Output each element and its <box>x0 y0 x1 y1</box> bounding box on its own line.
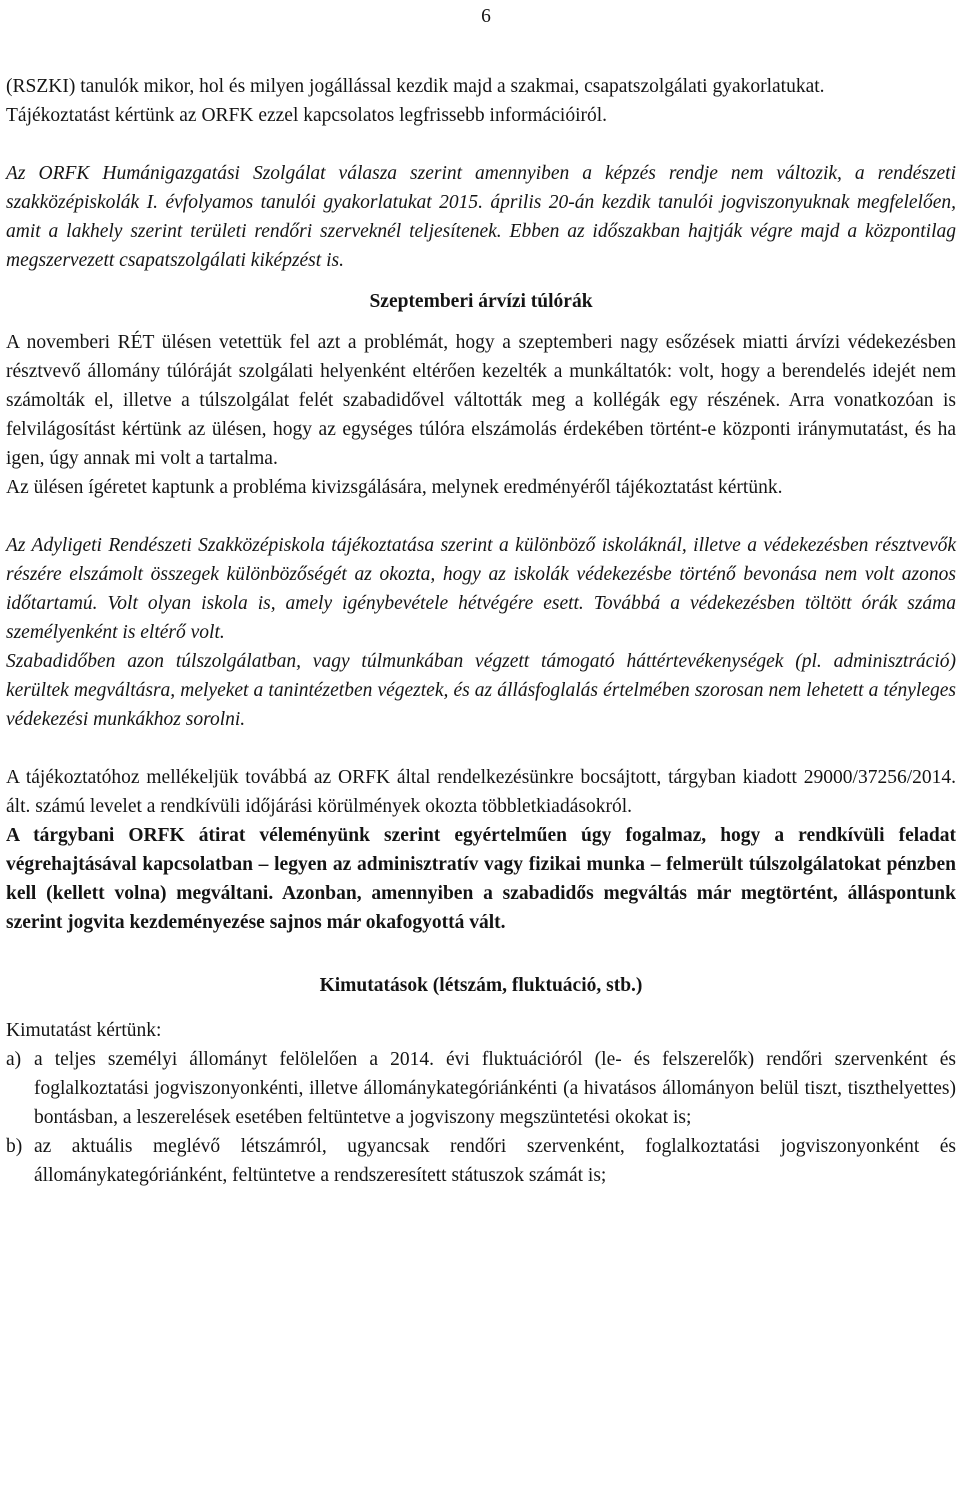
list-text: a teljes személyi állományt felölelően a 2014. évi fluktuációról (le- és felszerelők) rendőri szervenként és foglalkoztatási jogviszonyonkénti, illetve állománykategóriánkénti (a hivatásos állományon belül tiszt, tiszthelyettes) bontásban, a leszerelések esetében feltüntetve a jogviszony megszüntetési okokat is; <box>34 1049 956 1128</box>
heading-statistics: Kimutatások (létszám, fluktuáció, stb.) <box>319 975 643 996</box>
paragraph-info-request: Tájékoztatást kértünk az ORFK ezzel kapcsolatos legfrissebb információiról. <box>6 105 608 126</box>
page-number: 6 <box>481 6 491 27</box>
paragraph-promise: Az ülésen ígéretet kaptunk a probléma kivizsgálására, melynek eredményéről tájékoztatást kértünk. <box>6 477 783 498</box>
list-item <box>6 1045 956 1132</box>
list-marker: b) <box>6 1136 23 1157</box>
list-marker: a) <box>6 1049 22 1070</box>
paragraph-attachment: A tájékoztatóhoz mellékeljük továbbá az ORFK által rendelkezésünkre bocsájtott, tárgyban kiadott 29000/37256/2014. ált. számú levelet a rendkívüli időjárási körülmények okozta többletkiadásokról. <box>6 767 956 817</box>
list-item <box>6 1132 956 1190</box>
paragraph-requested: Kimutatást kértünk: <box>6 1020 162 1041</box>
list-text: az aktuális meglévő létszámról, ugyancsak rendőri szervenként, foglalkoztatási jogviszonyonként és állománykategóriánként, feltüntetve a rendszeresített státuszok számát is; <box>34 1136 956 1186</box>
paragraph-adyligeti: Az Adyligeti Rendészeti Szakközépiskola tájékoztatása szerint a különböző iskoláknál, illetve a védekezésben résztvevők részére elszámolt összegek különbözőségét az okozta, hogy az iskolák védekezésbe történő bevonása nem volt azonos időtartamú. Volt olyan iskola is, amely igénybevétele hétvégére esett. Továbbá a védekezésben töltött órák száma személyenként is eltérő volt. <box>6 535 956 643</box>
paragraph-ret-meeting: A novemberi RÉT ülésen vetettük fel azt a problémát, hogy a szeptemberi nagy esőzések miatti árvízi védekezésben résztvevő állomány túlóráját szolgálati helyenként eltérően kezelték a munkáltatók: volt, hogy a berendelés idejét nem számolták el, illetve a túlszolgálat felét szabadidővel váltották meg a kollégák egy részének. Arra vonatkozóan is felvilágosítást kértünk az ülésen, hogy az egységes túlóra elszámolás érdekében történt-e központi iránymutatást, és ha igen, úgy annak mi volt a tartalma. <box>6 332 956 469</box>
paragraph-rszki: (RSZKI) tanulók mikor, hol és milyen jogállással kezdik majd a szakmai, csapatszolgálati gyakorlatukat. <box>6 76 825 97</box>
paragraph-free-time: Szabadidőben azon túlszolgálatban, vagy túlmunkában végzett támogató háttértevékenységek (pl. adminisztráció) kerültek megváltásra, melyeket a tanintézetben végeztek, és az állásfoglalás értelmében szorosan nem lehetett a tényleges védekezési munkákhoz sorolni. <box>6 651 956 730</box>
paragraph-orfk-reply: Az ORFK Humánigazgatási Szolgálat válasza szerint amennyiben a képzés rendje nem változik, a rendészeti szakközépiskolák I. évfolyamos tanulói gyakorlatukat 2015. április 20-án kezdik tanulói jogviszonyuknak megfelelően, amit a lakhely szerint területi rendőri szerveknél teljesítenek. Ebben az időszakban hajtják végre majd a központilag megszervezett csapatszolgálati kiképzést is. <box>6 163 956 271</box>
paragraph-opinion: A tárgybani ORFK átirat véleményünk szerint egyértelműen úgy fogalmaz, hogy a rendkívüli feladat végrehajtásával kapcsolatban – legyen az adminisztratív vagy fizikai munka – felmerült túlszolgálatokat pénzben kell (kellett volna) megváltani. Azonban, amennyiben a szabadidős megváltás már megtörtént, álláspontunk szerint jogvita kezdeményezése sajnos már okafogyottá vált. <box>6 825 956 933</box>
document-page <box>6 0 956 1190</box>
heading-overtime: Szeptemberi árvízi túlórák <box>369 291 593 312</box>
